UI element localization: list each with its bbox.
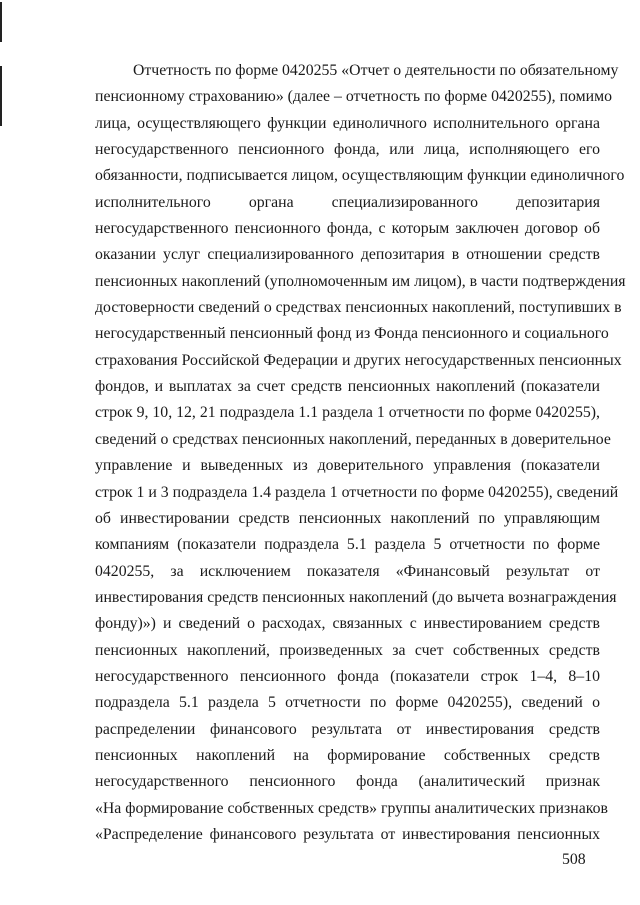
paragraph-line: строк 1 и 3 подраздела 1.4 раздела 1 отчетности по форме 0420255), сведений bbox=[95, 483, 619, 501]
paragraph-line: достоверности сведений о средствах пенсионных накоплений, поступивших в bbox=[95, 299, 622, 317]
paragraph-line: пенсионных накоплений, произведенных за счет собственных средств bbox=[95, 641, 600, 659]
paragraph-line: распределении финансового результата от инвестирования средств bbox=[95, 720, 600, 738]
paragraph-line: обязанности, подписывается лицом, осуществляющим функции единоличного bbox=[95, 167, 625, 185]
paragraph-line: негосударственного пенсионного фонда (показатели строк 1–4, 8–10 bbox=[95, 667, 600, 685]
page-number: 508 bbox=[562, 851, 586, 868]
paragraph-line: компаниям (показатели подраздела 5.1 раздела 5 отчетности по форме bbox=[95, 536, 600, 554]
paragraph-line: Отчетность по форме 0420255 «Отчет о деятельности по обязательному bbox=[133, 62, 619, 79]
paragraph-line: пенсионных накоплений (уполномоченным им лицом), в части подтверждения bbox=[95, 272, 626, 290]
paragraph-line: сведений о средствах пенсионных накоплений, переданных в доверительное bbox=[95, 430, 611, 448]
paragraph-line: негосударственного пенсионного фонда (аналитический признак bbox=[95, 773, 600, 791]
paragraph-line: «На формирование собственных средств» группы аналитических признаков bbox=[95, 799, 608, 817]
paragraph-line: фондов, и выплатах за счет средств пенсионных накоплений (показатели bbox=[95, 378, 600, 396]
paragraph-line: фонду)») и сведений о расходах, связанных с инвестированием средств bbox=[95, 615, 600, 633]
paragraph-line: пенсионных накоплений на формирование собственных средств bbox=[95, 746, 600, 764]
paragraph-line: подраздела 5.1 раздела 5 отчетности по форме 0420255), сведений о bbox=[95, 694, 600, 712]
scan-margin-mark bbox=[0, 66, 2, 126]
paragraph-line: 0420255, за исключением показателя «Финансовый результат от bbox=[95, 562, 600, 580]
paragraph-line: страхования Российской Федерации и других негосударственных пенсионных bbox=[95, 351, 622, 369]
paragraph-line: управление и выведенных из доверительного управления (показатели bbox=[95, 457, 600, 475]
paragraph-line: инвестирования средств пенсионных накоплений (до вычета вознаграждения bbox=[95, 588, 617, 606]
paragraph-line: строк 9, 10, 12, 21 подраздела 1.1 раздела 1 отчетности по форме 0420255), bbox=[95, 404, 600, 422]
paragraph-line: исполнительного органа специализированного депозитария bbox=[95, 193, 600, 211]
paragraph-line: лица, осуществляющего функции единоличного исполнительного органа bbox=[95, 114, 600, 132]
main-paragraph bbox=[95, 58, 626, 848]
paragraph-line: негосударственный пенсионный фонд из Фонда пенсионного и социального bbox=[95, 325, 609, 343]
paragraph-line: «Распределение финансового результата от инвестирования пенсионных bbox=[95, 825, 600, 843]
paragraph-line: негосударственного пенсионного фонда, с которым заключен договор об bbox=[95, 220, 600, 238]
paragraph-line: оказании услуг специализированного депозитария в отношении средств bbox=[95, 246, 600, 264]
paragraph-line: об инвестировании средств пенсионных накоплений по управляющим bbox=[95, 509, 600, 527]
paragraph-line: пенсионному страхованию» (далее – отчетность по форме 0420255), помимо bbox=[95, 88, 612, 106]
scan-margin-mark bbox=[0, 2, 2, 42]
paragraph-line: негосударственного пенсионного фонда, или лица, исполняющего его bbox=[95, 141, 600, 159]
